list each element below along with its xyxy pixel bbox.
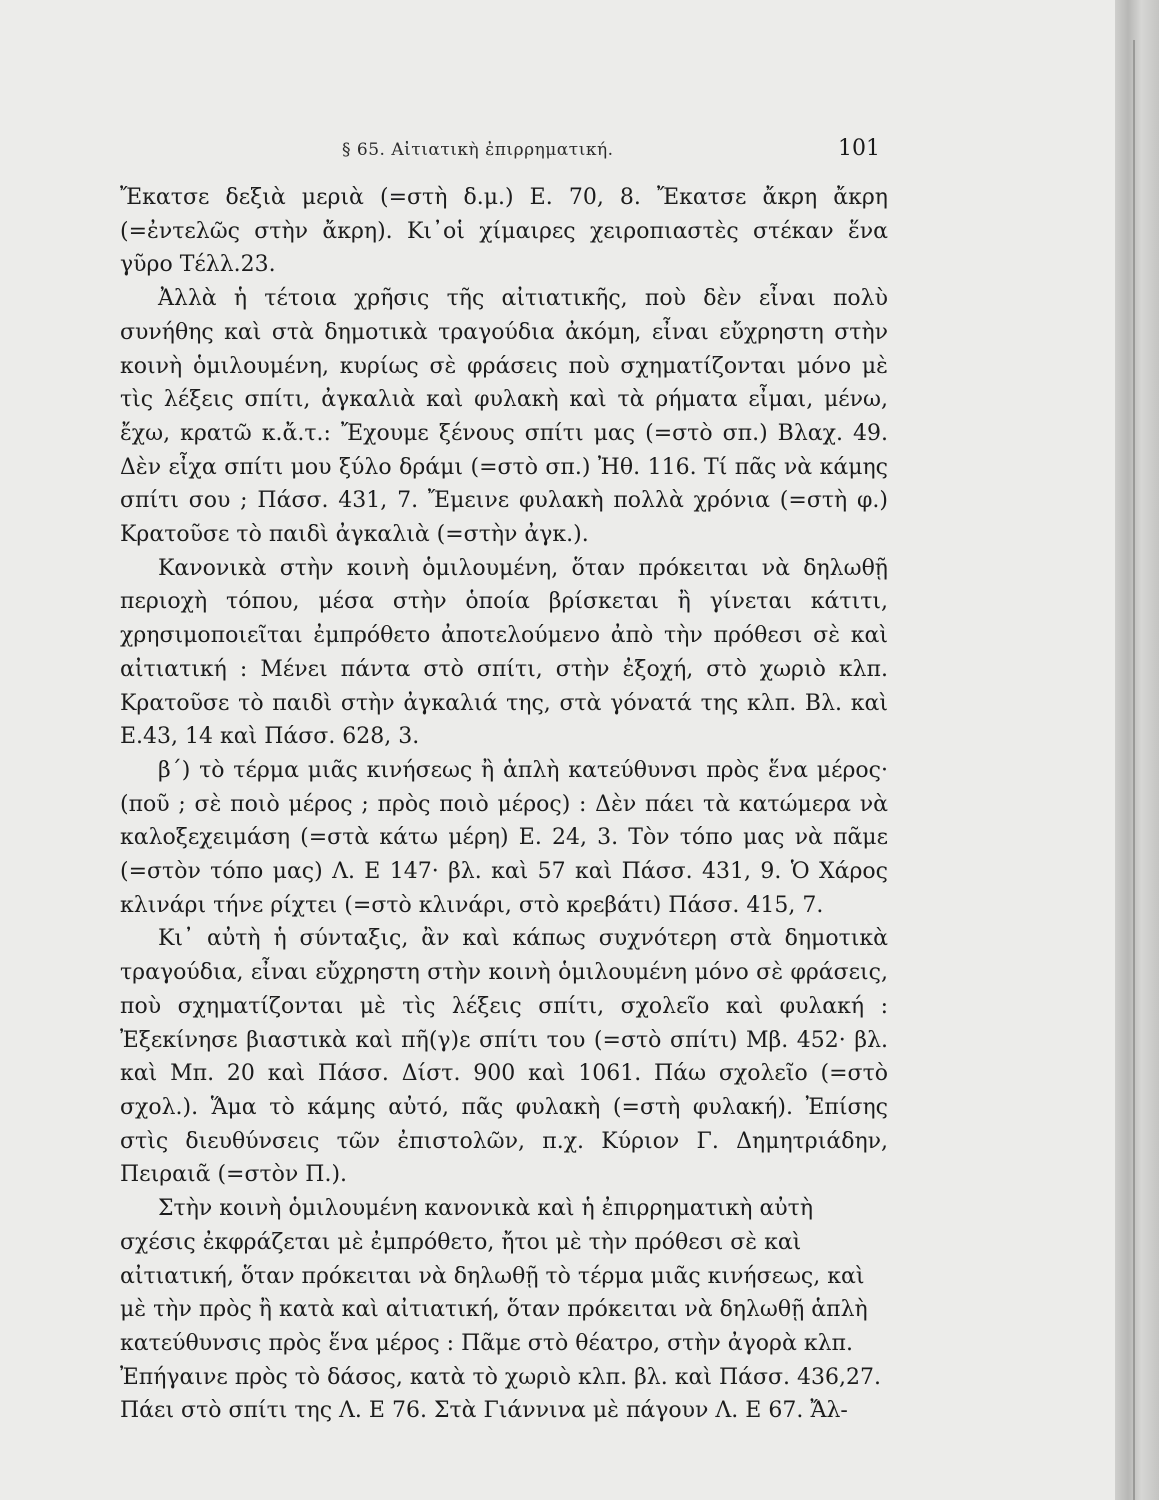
book-gutter [1115, 0, 1159, 1500]
running-head: § 65. Αἰτιατικὴ ἐπιρρηματική. [342, 140, 614, 160]
gutter-edge [1133, 40, 1135, 1500]
paragraph-usage: Ἀλλὰ ἡ τέτοια χρῆσις τῆς αἰτιατικῆς, ποὺ δὲν εἶναι πολὺ συνήθης καὶ στὰ δημοτικὰ τραγούδια ἀκόμη, εἶναι εὔχρηστη στὴν κοινὴ ὁμιλουμένη, κυρίως σὲ φράσεις ποὺ σχηματίζονται μόνο μὲ τὶς λέξεις σπίτι, ἀγκαλιὰ καὶ φυλακὴ καὶ τὰ ρήματα εἶμαι, μένω, ἔχω, κρατῶ κ.ἄ.τ.: Ἔχουμε ξένους σπίτι μας (=στὸ σπ.) Βλαχ. 49. Δὲν εἶχα σπίτι μου ξύλο δράμι (=στὸ σπ.) Ἠθ. 116. Τί πᾶς νὰ κάμης σπίτι σου ; Πάσσ. 431, 7. Ἔμεινε φυλακὴ πολλὰ χρόνια (=στὴ φ.) Κρατοῦσε τὸ παιδὶ ἀγκαλιὰ (=στὴν ἀγκ.). [120, 286, 888, 548]
page-number: 101 [838, 136, 880, 161]
paragraph-regular: Κανονικὰ στὴν κοινὴ ὁμιλουμένη, ὅταν πρόκειται νὰ δηλωθῇ περιοχὴ τόπου, μέσα στὴν ὁποία βρίσκεται ἢ γίνεται κάτιτι, χρησιμοποιεῖται ἐμπρόθετο ἀποτελούμενο ἀπὸ τὴν πρόθεσι σὲ καὶ αἰτιατική : Μένει πάντα στὸ σπίτι, στὴν ἐξοχή, στὸ χωριὸ κλπ. Κρατοῦσε τὸ παιδὶ στὴν ἀγκαλιά της, στὰ γόνατά της κλπ. Βλ. καὶ Ε.43, 14 καὶ Πάσσ. 628, 3. [120, 555, 888, 750]
paragraph-examples-1: Ἔκατσε δεξιὰ μεριὰ (=στὴ δ.μ.) Ε. 70, 8. Ἔκατσε ἄκρη ἄκρη (=ἐντελῶς στὴν ἄκρη). Κι᾽οἱ χίμαιρες χειροπιαστὲς στέκαν ἕνα γῦρο Τέλλ.23. [120, 185, 888, 278]
paragraph-beta: β΄) τὸ τέρμα μιᾶς κινήσεως ἢ ἁπλὴ κατεύθυνσι πρὸς ἕνα μέρος· (ποῦ ; σὲ ποιὸ μέρος ; πρὸς ποιὸ μέρος) : Δὲν πάει τὰ κατώμερα νὰ καλοξεχειμάση (=στὰ κάτω μέρη) Ε. 24, 3. Τὸν τόπο μας νὰ πᾶμε (=στὸν τόπο μας) Λ. Ε 147· βλ. καὶ 57 καὶ Πάσσ. 431, 9. Ὁ Χάρος κλινάρι τήνε ρίχτει (=στὸ κλινάρι, στὸ κρεβάτι) Πάσσ. 415, 7. [120, 757, 888, 918]
paragraph-common-speech: Στὴν κοινὴ ὁμιλουμένη κανονικὰ καὶ ἡ ἐπιρρηματικὴ αὐτὴ σχέσις ἐκφράζεται μὲ ἐμπρόθετο, ἤτοι μὲ τὴν πρόθεσι σὲ καὶ αἰτιατική, ὅταν πρόκειται νὰ δηλωθῇ τὸ τέρμα μιᾶς κινήσεως, καὶ μὲ τὴν πρὸς ἢ κατὰ καὶ αἰτιατική, ὅταν πρόκειται νὰ δηλωθῇ ἁπλὴ κατεύθυνσις πρὸς ἕνα μέρος : Πᾶμε στὸ θέατρο, στὴν ἀγορὰ κλπ. Ἐπήγαινε πρὸς τὸ δάσος, κατὰ τὸ χωριὸ κλπ. βλ. καὶ Πάσσ. 436,27. Πάει στὸ σπίτι της Λ. Ε 76. Στὰ Γιάννινα μὲ πάγουν Λ. Ε 67. Ἄλ- [120, 1196, 881, 1424]
body-text [120, 181, 888, 1428]
page-header [120, 136, 890, 166]
paragraph-syntax: Κι᾽ αὐτὴ ἡ σύνταξις, ἂν καὶ κάπως συχνότερη στὰ δημοτικὰ τραγούδια, εἶναι εὔχρηστη στὴν κοινὴ ὁμιλουμένη μόνο σὲ φράσεις, ποὺ σχηματίζονται μὲ τὶς λέξεις σπίτι, σχολεῖο καὶ φυλακή : Ἐξεκίνησε βιαστικὰ καὶ πῆ(γ)ε σπίτι του (=στὸ σπίτι) Μβ. 452· βλ. καὶ Μπ. 20 καὶ Πάσσ. Δίστ. 900 καὶ 1061. Πάω σχολεῖο (=στὸ σχολ.). Ἅμα τὸ κάμης αὐτό, πᾶς φυλακὴ (=στὴ φυλακή). Ἐπίσης στὶς διευθύνσεις τῶν ἐπιστολῶν, π.χ. Κύριον Γ. Δημητριάδην, Πειραιᾶ (=στὸν Π.). [120, 926, 888, 1188]
